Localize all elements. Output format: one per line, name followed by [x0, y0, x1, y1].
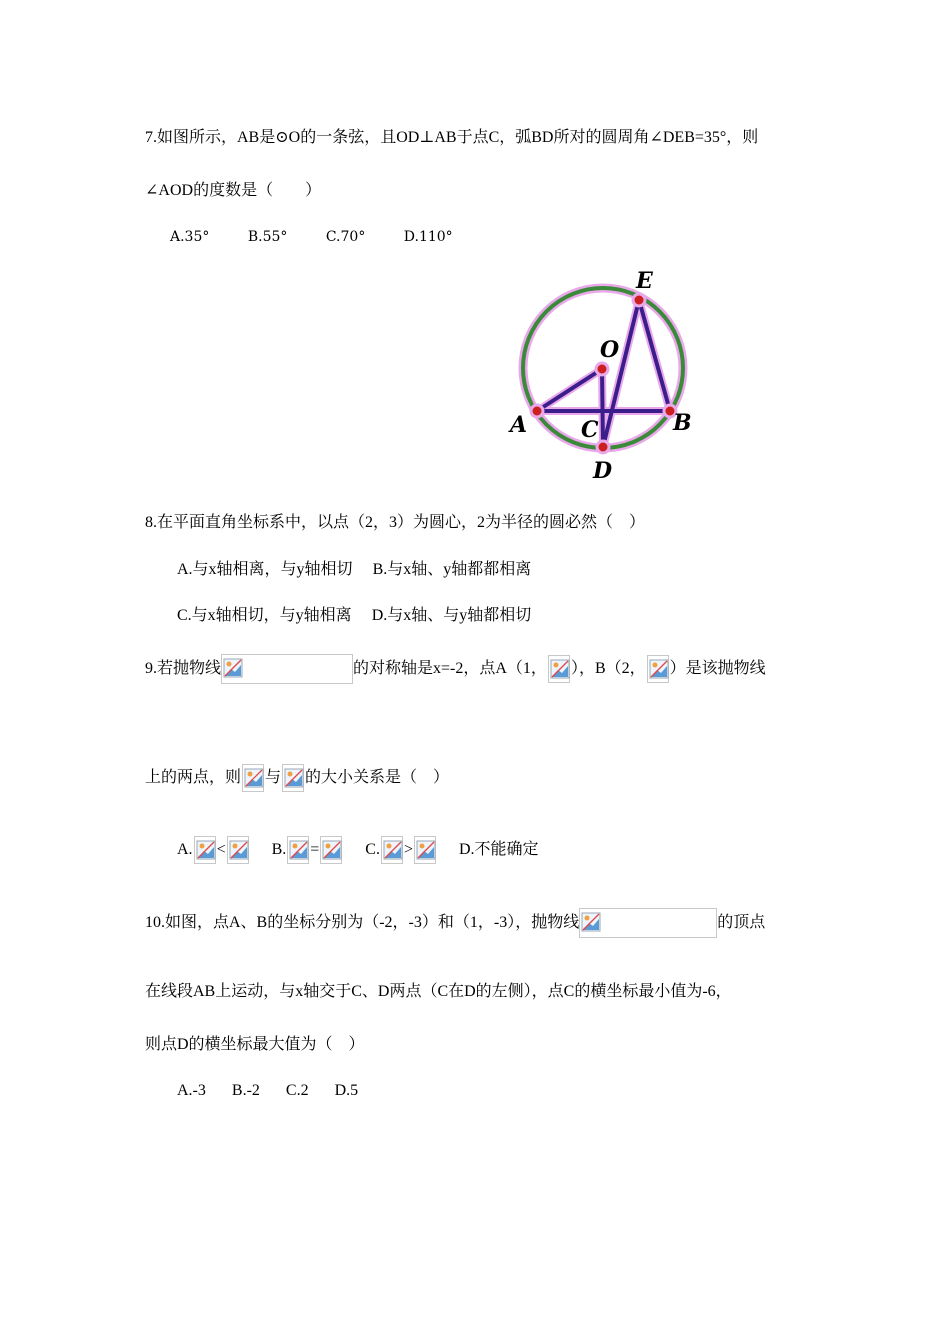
label-a: A — [510, 412, 528, 438]
q8-option-d: D.与x轴、与y轴都相切 — [371, 607, 532, 624]
q10-option-b: B.-2 — [231, 1082, 260, 1099]
segment-od — [602, 369, 603, 447]
q10-options — [177, 1080, 358, 1102]
point-a — [531, 405, 543, 417]
q9-text-4: ）是该抛物线 — [669, 660, 766, 677]
formula-image-icon — [320, 836, 342, 864]
circle-geometry-figure — [505, 262, 705, 484]
q9-text-7: 的大小关系是（ ） — [305, 769, 450, 786]
q10-text-2: 的顶点 — [717, 914, 766, 931]
q8-options-row-2 — [177, 605, 531, 627]
q8-option-a: A.与x轴相离，与y轴相切 — [177, 561, 353, 578]
equation-image-icon — [221, 654, 353, 684]
q9-option-b: B. = — [272, 841, 344, 858]
formula-image-icon — [381, 836, 403, 864]
q8-option-c: C.与x轴相切，与y轴相离 — [177, 607, 352, 624]
q10-line-2: 在线段AB上运动，与x轴交于C、D两点（C在D的左侧），点C的横坐标最小值为-6， — [145, 983, 732, 1000]
q9-text-1: 9.若抛物线 — [145, 660, 222, 677]
formula-image-icon — [548, 655, 570, 683]
point-e — [633, 294, 645, 306]
formula-image-icon — [414, 836, 436, 864]
formula-image-icon — [287, 836, 309, 864]
q8-options-row-1 — [177, 559, 531, 581]
label-b: B — [673, 410, 692, 436]
circle-diagram — [505, 262, 705, 484]
label-e: E — [636, 268, 653, 294]
q8-option-b: B.与x轴、y轴都都相离 — [372, 561, 532, 578]
q9-options — [177, 832, 539, 868]
segment-ao — [537, 369, 602, 411]
q10-option-a: A.-3 — [177, 1082, 206, 1099]
q10-text-1: 10.如图，点A、B的坐标分别为（-2，-3）和（1，-3），抛物线 — [145, 914, 580, 931]
q9-text-6: 与 — [265, 769, 282, 786]
label-d: D — [593, 458, 613, 484]
q8-line-1: 8.在平面直角坐标系中，以点（2，3）为圆心，2为半径的圆必然（ ） — [145, 514, 646, 531]
q10-line-3: 则点D的横坐标最大值为（ ） — [145, 1036, 365, 1053]
q7-options — [170, 226, 487, 248]
point-d — [597, 441, 609, 453]
q9-text-3: ），B（2， — [570, 660, 646, 677]
q10-line-1 — [145, 905, 765, 941]
q7-option-b: B.55° — [247, 229, 288, 245]
q7-line-1: 7.如图所示，AB是⊙O的一条弦，且OD⊥AB于点C，弧BD所对的圆周角∠DEB=35°，则 — [145, 129, 759, 146]
equation-image-icon — [579, 908, 717, 938]
label-o: O — [600, 337, 620, 363]
q7-option-a: A.35° — [170, 229, 210, 245]
formula-image-icon — [282, 764, 304, 792]
q9-option-d: D.不能确定 — [459, 841, 539, 858]
label-c: C — [581, 417, 599, 443]
q7-option-d: D.110° — [403, 229, 453, 245]
q7-line-2: ∠AOD的度数是（ ） — [145, 182, 322, 199]
q9-option-a: A. < — [177, 841, 250, 858]
formula-image-icon — [227, 836, 249, 864]
formula-image-icon — [242, 764, 264, 792]
q9-line-1 — [145, 651, 766, 687]
segment-de — [603, 300, 639, 447]
formula-image-icon — [647, 655, 669, 683]
point-o — [596, 363, 608, 375]
q9-text-2: 的对称轴是x=-2，点A（1， — [353, 660, 547, 677]
q9-option-c: C. > — [365, 841, 437, 858]
q10-option-d: D.5 — [334, 1082, 359, 1099]
q7-option-c: C.70° — [325, 229, 366, 245]
formula-image-icon — [194, 836, 216, 864]
q9-line-2 — [145, 760, 449, 796]
q10-option-c: C.2 — [285, 1082, 309, 1099]
q9-text-5: 上的两点，则 — [145, 769, 242, 786]
